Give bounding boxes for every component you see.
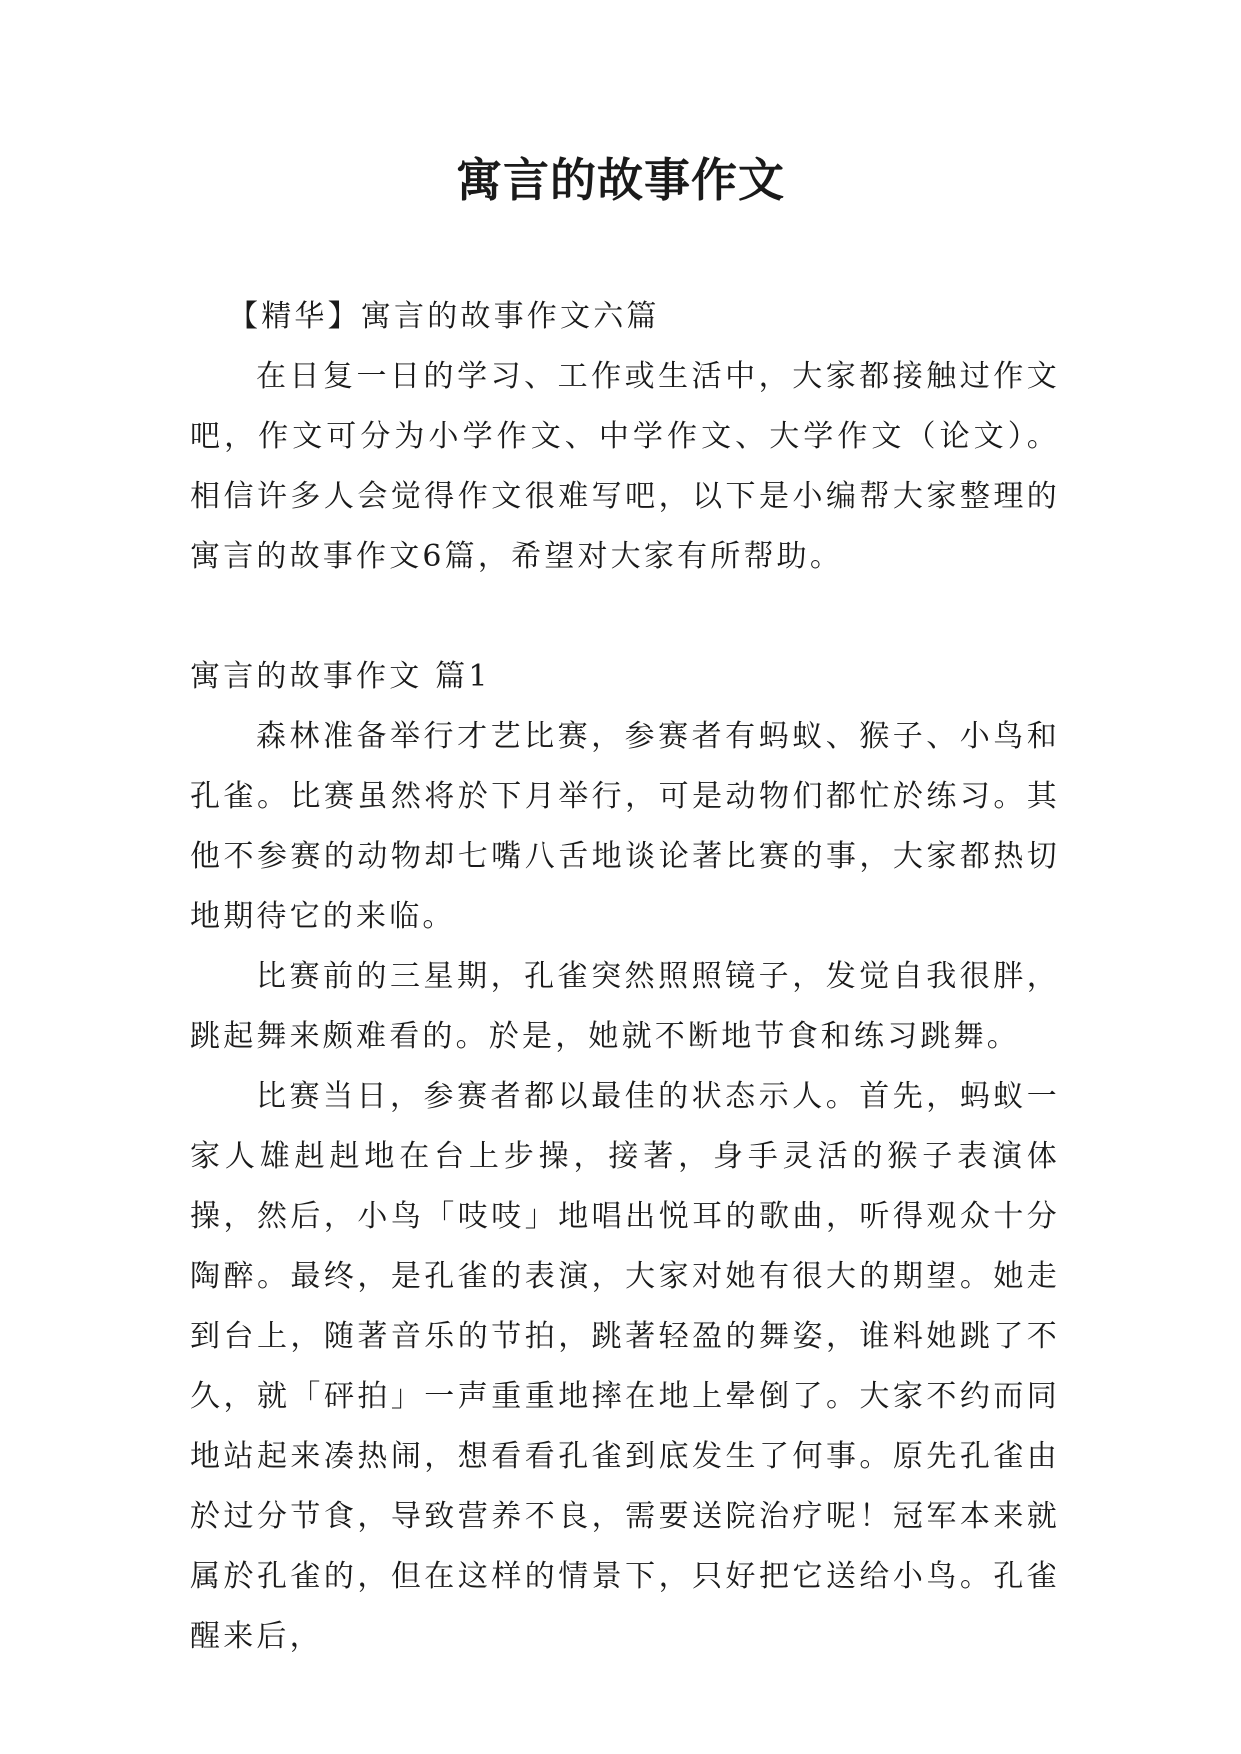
subtitle-line: 【精华】寓言的故事作文六篇 — [228, 299, 660, 334]
body-paragraph: 比赛当日，参赛者都以最佳的状态示人。首先，蚂蚁一家人雄赳赳地在台上步操，接著，身手灵活的猴子表演体操，然后，小鸟「吱吱」地唱出悦耳的歌曲，听得观众十分陶醉。最终，是孔雀的表演，大家对她有很大的期望。她走到台上，随著音乐的节拍，跳著轻盈的舞姿，谁料她跳了不久，就「砰拍」一声重重地摔在地上晕倒了。大家不约而同地站起来凑热闹，想看看孔雀到底发生了何事。原先孔雀由於过分节食，导致营养不良，需要送院治疗呢！冠军本来就属於孔雀的，但在这样的情景下，只好把它送给小鸟。孔雀醒来后， — [190, 1079, 1060, 1654]
document-body — [190, 287, 1060, 1667]
body-paragraph: 比赛前的三星期，孔雀突然照照镜子，发觉自我很胖，跳起舞来颇难看的。於是，她就不断地节食和练习跳舞。 — [190, 959, 1060, 1054]
body-paragraph: 森林准备举行才艺比赛，参赛者有蚂蚁、猴子、小鸟和孔雀。比赛虽然将於下月举行，可是动物们都忙於练习。其他不参赛的动物却七嘴八舌地谈论著比赛的事，大家都热切地期待它的来临。 — [190, 719, 1060, 934]
intro-paragraph: 在日复一日的学习、工作或生活中，大家都接触过作文吧，作文可分为小学作文、中学作文、大学作文（论文）。相信许多人会觉得作文很难写吧，以下是小编帮大家整理的寓言的故事作文6篇，希望对大家有所帮助。 — [190, 359, 1060, 574]
document-title: 寓言的故事作文 — [456, 153, 785, 207]
section-heading: 寓言的故事作文 篇1 — [190, 659, 491, 694]
